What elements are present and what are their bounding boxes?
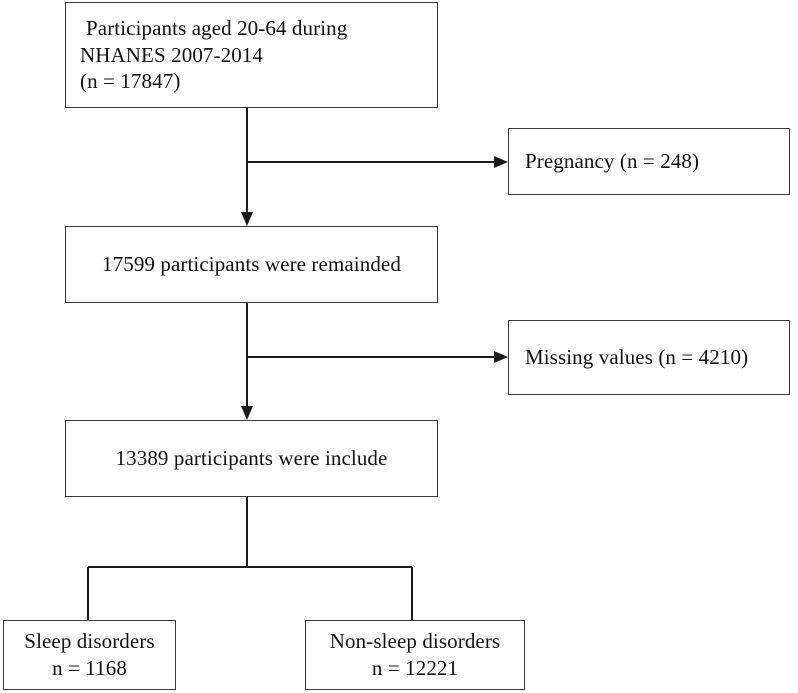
node-included-label: 13389 participants were include — [115, 446, 388, 471]
arrowhead-to-included — [241, 406, 253, 420]
node-remained-label: 17599 participants were remainded — [102, 252, 401, 277]
node-missing-label: Missing values (n = 4210) — [525, 345, 749, 370]
node-enrolled-line-1: Participants aged 20-64 during — [86, 15, 348, 40]
node-sleep-line-1: Sleep disorders — [24, 629, 155, 654]
arrowhead-to-pregnancy — [494, 156, 508, 168]
node-exclusion-missing-values — [508, 320, 790, 395]
node-pregnancy-label: Pregnancy (n = 248) — [525, 149, 700, 174]
node-remained-participants — [65, 226, 438, 303]
node-enrolled-line-3: (n = 17847) — [80, 69, 181, 94]
node-enrolled-participants — [65, 2, 438, 108]
node-sleep-disorders — [3, 620, 176, 690]
node-exclusion-pregnancy — [508, 128, 790, 195]
node-nonsleep-line-1: Non-sleep disorders — [329, 629, 501, 654]
arrowhead-to-remained — [241, 212, 253, 226]
arrowhead-to-missing — [494, 351, 508, 363]
node-nonsleep-line-2: n = 12221 — [371, 656, 459, 680]
node-non-sleep-disorders — [305, 620, 525, 690]
node-included-participants — [65, 420, 438, 497]
node-enrolled-line-2: NHANES 2007-2014 — [80, 42, 264, 67]
node-sleep-line-2: n = 1168 — [52, 656, 127, 680]
